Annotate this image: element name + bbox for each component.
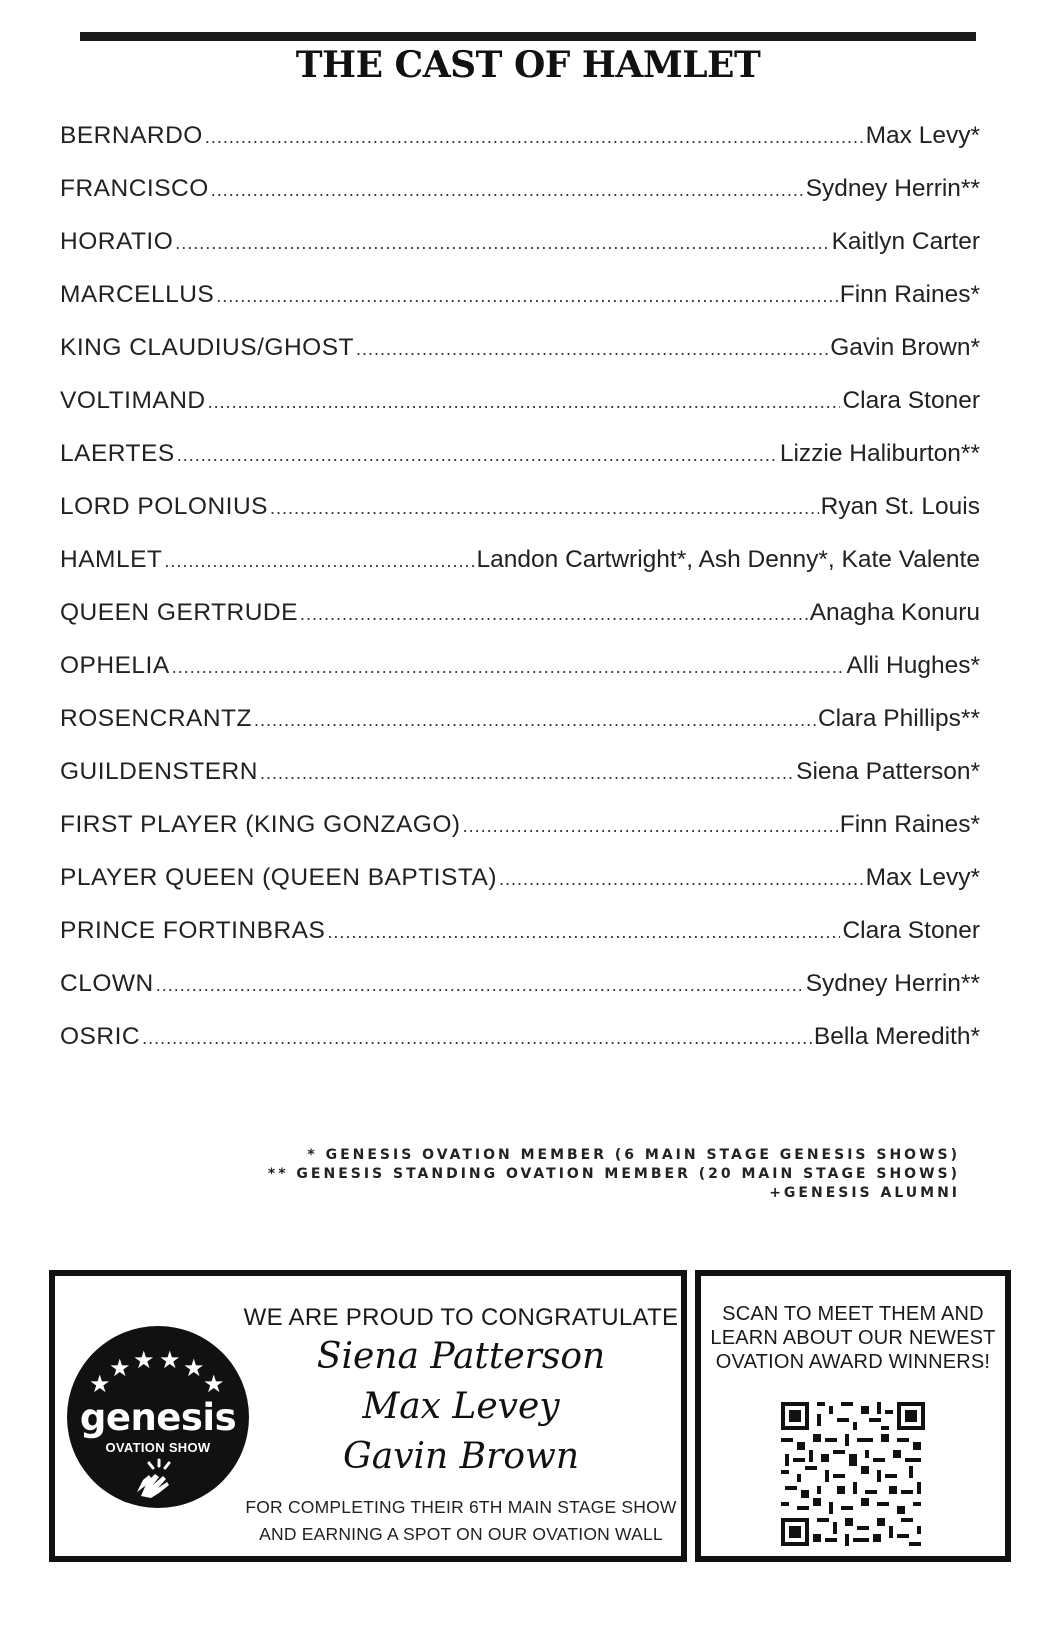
dot-leader [177, 445, 778, 466]
congrats-footer-line: FOR COMPLETING THEIR 6TH MAIN STAGE SHOW [245, 1497, 677, 1517]
dot-leader [327, 922, 840, 943]
honoree-name: Max Levey [362, 1386, 560, 1427]
footnotes [268, 1146, 960, 1203]
dot-leader [216, 286, 837, 307]
cast-actor: Max Levy* [865, 864, 980, 891]
cast-role: LORD POLONIUS [60, 493, 268, 520]
cast-actor: Ryan St. Louis [820, 493, 980, 520]
dot-leader [463, 816, 838, 837]
cast-role: VOLTIMAND [60, 387, 206, 414]
cast-role: CLOWN [60, 970, 154, 997]
stars-icon: ★ ★ ★ ★ ★ ★ [89, 1347, 225, 1398]
cast-row [60, 1023, 980, 1076]
cast-role: KING CLAUDIUS/GHOST [60, 334, 355, 361]
cast-actor: Lizzie Haliburton** [779, 440, 980, 467]
cast-role: QUEEN GERTRUDE [60, 599, 298, 626]
cast-row [60, 758, 980, 811]
dot-leader [254, 710, 816, 731]
footnote-alumni: +GENESIS ALUMNI [769, 1185, 960, 1201]
cast-row [60, 122, 980, 175]
cast-role: PRINCE FORTINBRAS [60, 917, 326, 944]
cast-actor: Alli Hughes* [846, 652, 980, 679]
dot-leader [356, 339, 828, 360]
dot-leader [164, 551, 474, 572]
dot-leader [156, 975, 804, 996]
scan-line: OVATION AWARD WINNERS! [715, 1351, 991, 1373]
congratulations-box [49, 1270, 687, 1562]
cast-list [60, 122, 980, 1076]
dot-leader [208, 392, 841, 413]
cast-role: LAERTES [60, 440, 175, 467]
cast-row [60, 546, 980, 599]
clapping-hands-icon [133, 1458, 181, 1500]
scan-box [695, 1270, 1011, 1562]
congrats-footer-line: AND EARNING A SPOT ON OUR OVATION WALL [259, 1524, 663, 1544]
cast-role: BERNARDO [60, 122, 203, 149]
scan-line: SCAN TO MEET THEM AND [722, 1303, 984, 1325]
cast-role: HAMLET [60, 546, 163, 573]
dot-leader [211, 180, 804, 201]
cast-actor: Sydney Herrin** [805, 970, 980, 997]
cast-role: OPHELIA [60, 652, 170, 679]
cast-row [60, 599, 980, 652]
cast-row [60, 864, 980, 917]
congrats-footer [241, 1494, 681, 1548]
badge-subtitle: OVATION SHOW [105, 1440, 211, 1455]
dot-leader [300, 604, 808, 625]
page-title: THE CAST OF HAMLET [295, 44, 761, 86]
dot-leader [260, 763, 794, 784]
cast-row [60, 281, 980, 334]
cast-role: FRANCISCO [60, 175, 209, 202]
footnote-ovation: * GENESIS OVATION MEMBER (6 MAIN STAGE GENESIS SHOWS) [307, 1147, 960, 1163]
cast-actor: Max Levy* [865, 122, 980, 149]
dot-leader [142, 1028, 812, 1049]
cast-role: OSRIC [60, 1023, 141, 1050]
cast-row [60, 175, 980, 228]
qr-code-icon[interactable] [781, 1402, 925, 1546]
dot-leader [205, 127, 864, 148]
cast-row [60, 652, 980, 705]
cast-actor: Clara Phillips** [817, 705, 980, 732]
cast-row [60, 387, 980, 440]
dot-leader [499, 869, 864, 890]
cast-actor: Landon Cartwright*, Ash Denny*, Kate Valente [476, 546, 980, 573]
dot-leader [175, 233, 829, 254]
scan-line: LEARN ABOUT OUR NEWEST [710, 1327, 996, 1349]
badge-wordmark: genesis [79, 1396, 237, 1439]
cast-row [60, 970, 980, 1023]
cast-actor: Clara Stoner [842, 387, 980, 414]
cast-row [60, 705, 980, 758]
cast-row [60, 334, 980, 387]
cast-role: PLAYER QUEEN (QUEEN BAPTISTA) [60, 864, 497, 891]
cast-row [60, 493, 980, 546]
cast-actor: Clara Stoner [842, 917, 980, 944]
dot-leader [270, 498, 819, 519]
cast-actor: Anagha Konuru [809, 599, 980, 626]
top-rule [80, 32, 976, 41]
scan-instructions [701, 1302, 1005, 1374]
genesis-ovation-badge [67, 1326, 249, 1508]
congrats-heading: WE ARE PROUD TO CONGRATULATE [243, 1304, 679, 1331]
honoree-name: Siena Patterson [316, 1336, 606, 1377]
cast-role: ROSENCRANTZ [60, 705, 252, 732]
cast-actor: Finn Raines* [839, 811, 980, 838]
cast-actor: Finn Raines* [839, 281, 980, 308]
cast-actor: Siena Patterson* [796, 758, 980, 785]
cast-actor: Kaitlyn Carter [831, 228, 980, 255]
cast-role: FIRST PLAYER (KING GONZAGO) [60, 811, 461, 838]
cast-role: MARCELLUS [60, 281, 215, 308]
cast-actor: Gavin Brown* [830, 334, 980, 361]
cast-row [60, 228, 980, 281]
cast-row [60, 811, 980, 864]
dot-leader [172, 657, 845, 678]
cast-row [60, 917, 980, 970]
footnote-standing-ovation: ** GENESIS STANDING OVATION MEMBER (20 MAIN STAGE SHOWS) [267, 1166, 960, 1182]
honoree-name: Gavin Brown [342, 1436, 580, 1477]
cast-row [60, 440, 980, 493]
cast-actor: Sydney Herrin** [805, 175, 980, 202]
cast-role: GUILDENSTERN [60, 758, 258, 785]
cast-role: HORATIO [60, 228, 174, 255]
cast-actor: Bella Meredith* [813, 1023, 980, 1050]
